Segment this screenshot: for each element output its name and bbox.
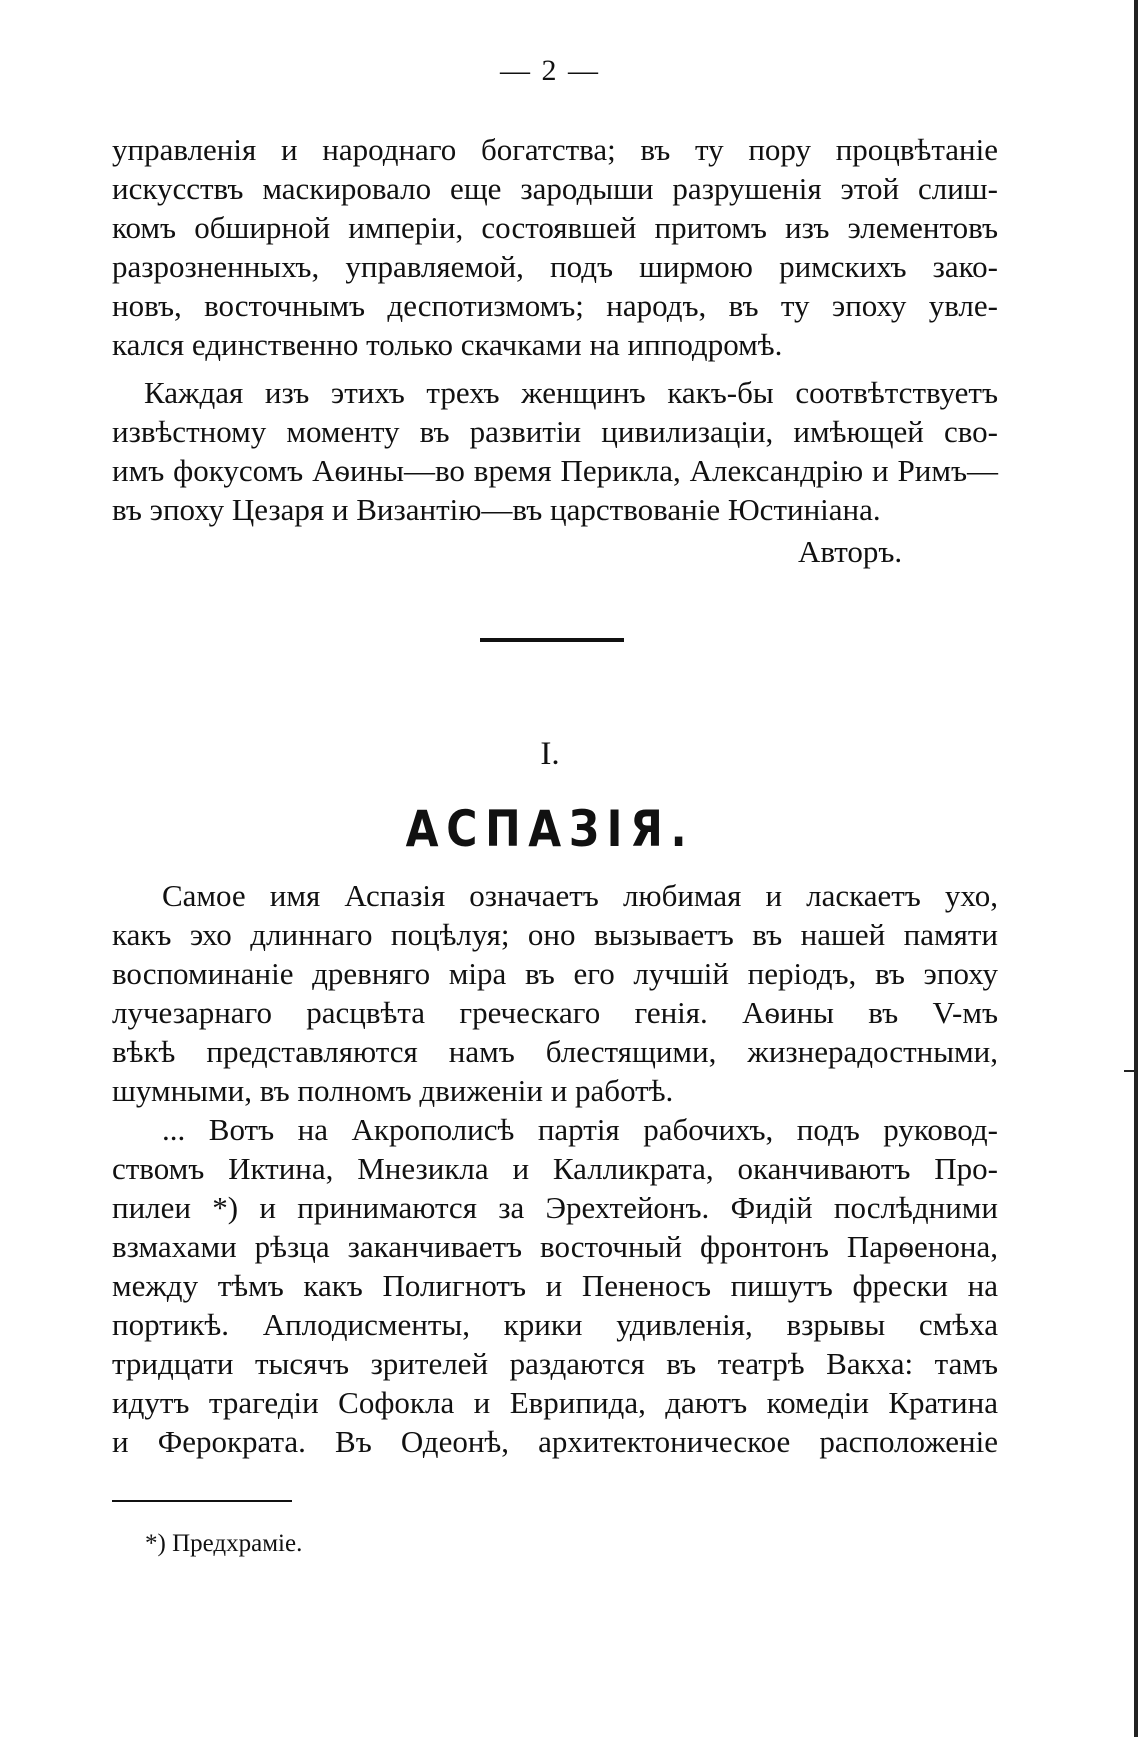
text-line: въ эпоху Цезаря и Византію—въ царствованіе Юстиніана. bbox=[112, 492, 881, 527]
page-edge-mark bbox=[1124, 1070, 1134, 1072]
text-line: искусствъ маскировало еще зародыши разрушенія этой слиш- bbox=[112, 171, 998, 206]
text-line: шумными, въ полномъ движеніи и работѣ. bbox=[112, 1073, 674, 1108]
text-line: какъ эхо длиннаго поцѣлуя; оно вызываетъ въ нашей памяти bbox=[112, 917, 998, 952]
text-line: разрозненныхъ, управляемой, подъ ширмою римскихъ зако- bbox=[112, 249, 998, 284]
footnote-divider bbox=[112, 1500, 292, 1502]
text-line: Каждая изъ этихъ трехъ женщинъ какъ-бы соотвѣтствуетъ bbox=[144, 375, 998, 410]
text-line: между тѣмъ какъ Полигнотъ и Пененосъ пишутъ фрески на bbox=[112, 1268, 998, 1303]
section-divider bbox=[480, 638, 624, 642]
text-line: и Ферократа. Въ Одеонѣ, архитектоническое расположеніе bbox=[112, 1424, 998, 1459]
text-line: вѣкѣ представляются намъ блестящими, жизнерадостными, bbox=[112, 1034, 998, 1069]
text-line: лучезарнаго расцвѣта греческаго генія. Аѳины въ V-мъ bbox=[112, 995, 998, 1030]
text-line: Самое имя Аспазія означаетъ любимая и ласкаетъ ухо, bbox=[162, 878, 998, 913]
intro-text-paragraph-2 bbox=[112, 373, 998, 529]
text-line: портикѣ. Аплодисменты, крики удивленія, взрывы смѣха bbox=[112, 1307, 998, 1342]
text-line: имъ фокусомъ Аѳины—во время Перикла, Александрію и Римъ— bbox=[112, 453, 998, 488]
footnote: *) Предхраміе. bbox=[145, 1530, 303, 1557]
text-line: взмахами рѣзца заканчиваетъ восточный фронтонъ Парѳенона, bbox=[112, 1229, 998, 1264]
text-line: пилеи *) и принимаются за Эрехтейонъ. Фидій послѣдними bbox=[112, 1190, 998, 1225]
text-line: новъ, восточнымъ деспотизмомъ; народъ, въ ту эпоху увле- bbox=[112, 288, 998, 323]
text-line: воспоминаніе древняго міра въ его лучшій періодъ, въ эпоху bbox=[112, 956, 998, 991]
page-number: — 2 — bbox=[500, 54, 600, 87]
chapter-text bbox=[112, 876, 998, 1461]
author-signature: Авторъ. bbox=[798, 534, 903, 569]
text-line: ствомъ Иктина, Мнезикла и Калликрата, оканчиваютъ Про- bbox=[112, 1151, 998, 1186]
chapter-number: I. bbox=[540, 736, 560, 772]
text-line: ... Вотъ на Акрополисѣ партія рабочихъ, подъ руковод- bbox=[162, 1112, 998, 1147]
text-line: тридцати тысячъ зрителей раздаются въ театрѣ Вакха: тамъ bbox=[112, 1346, 998, 1381]
page-edge bbox=[1134, 0, 1138, 1737]
text-line: извѣстному моменту въ развитіи цивилизаціи, имѣющей сво- bbox=[112, 414, 998, 449]
chapter-title: АСПАЗІЯ. bbox=[405, 800, 695, 858]
text-line: идутъ трагедіи Софокла и Еврипида, даютъ комедіи Кратина bbox=[112, 1385, 998, 1420]
text-line: комъ обширной имперіи, состоявшей притомъ изъ элементовъ bbox=[112, 210, 998, 245]
text-line: управленія и народнаго богатства; въ ту пору процвѣтаніе bbox=[112, 132, 998, 167]
intro-text bbox=[112, 130, 998, 364]
text-line: кался единственно только скачками на ипподромѣ. bbox=[112, 327, 783, 362]
